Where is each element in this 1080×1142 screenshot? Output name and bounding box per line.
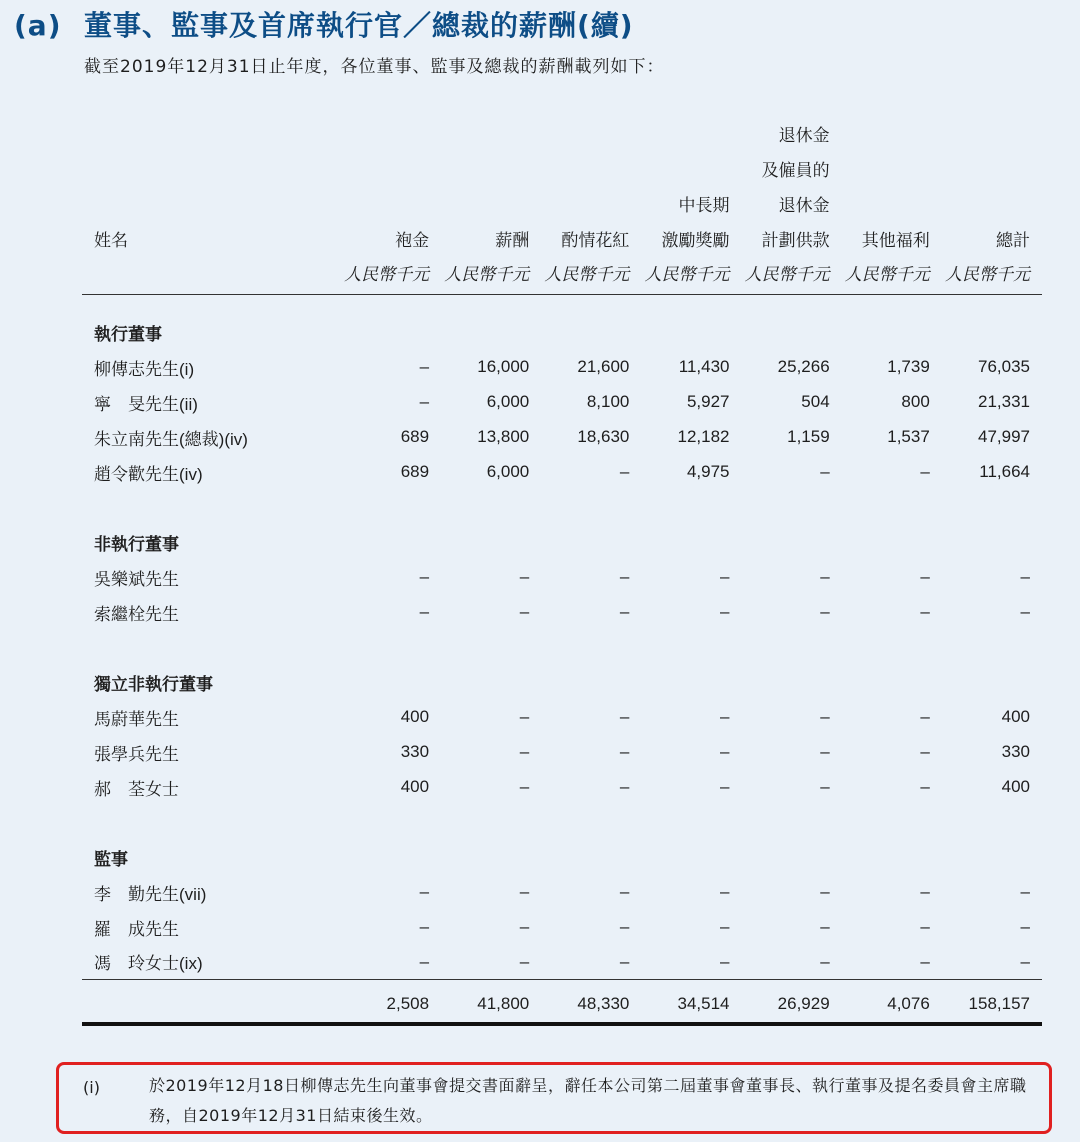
value-cell: –	[619, 567, 630, 586]
value-cell: 6,000	[486, 462, 530, 481]
value-cell: –	[920, 742, 930, 761]
value-cell: –	[1020, 567, 1030, 586]
value-cell: –	[720, 917, 730, 936]
table-row	[82, 560, 1042, 595]
section-heading	[14, 4, 634, 44]
value-cell: 16,000	[477, 357, 530, 376]
header-line: 總計	[996, 231, 1030, 250]
value-cell: 21,331	[978, 392, 1030, 411]
value-cell: –	[920, 462, 930, 481]
value-cell: 4,975	[686, 462, 730, 481]
table-row	[82, 875, 1042, 910]
value-cell: –	[720, 777, 730, 796]
member-name: 李 勤先生(vii)	[94, 884, 207, 904]
spacer-row	[82, 490, 1042, 525]
value-cell: –	[519, 707, 530, 726]
footnote-box	[56, 1062, 1052, 1134]
header-line: 中長期	[678, 196, 730, 215]
table-row	[82, 420, 1042, 455]
header-fees	[341, 118, 441, 258]
table-row	[82, 385, 1042, 420]
value-cell: 21,600	[577, 357, 630, 376]
header-line: 及僱員的	[761, 161, 830, 180]
value-cell: –	[820, 742, 830, 761]
value-cell: 1,739	[887, 357, 930, 376]
table-row	[82, 700, 1042, 735]
value-cell: 400	[400, 777, 430, 796]
header-pension	[742, 118, 842, 258]
spacer-cell	[82, 295, 1042, 315]
section-label: (a)	[14, 9, 62, 42]
member-name: 郝 荃女士	[94, 779, 179, 799]
value-cell: –	[1020, 882, 1030, 901]
value-cell: –	[441, 945, 541, 980]
member-name: 羅 成先生	[94, 919, 179, 939]
section-row	[82, 665, 1042, 700]
value-cell: –	[619, 462, 630, 481]
member-name: 索繼栓先生	[94, 604, 179, 624]
spacer-cell	[82, 805, 1042, 840]
value-cell: 11,664	[979, 462, 1030, 481]
value-cell: –	[820, 777, 830, 796]
header-incentive	[641, 118, 741, 258]
value-cell: 1,159	[787, 427, 830, 446]
section-title: 非執行董事	[94, 534, 179, 554]
unit-label: 人民幣千元	[341, 258, 441, 295]
table-row	[82, 350, 1042, 385]
value-cell: –	[619, 742, 630, 761]
value-cell: 689	[400, 462, 430, 481]
unit-label: 人民幣千元	[842, 258, 942, 295]
section-title: 執行董事	[94, 324, 162, 344]
value-cell: 13,800	[477, 427, 530, 446]
value-cell: –	[820, 602, 830, 621]
value-cell: –	[720, 882, 730, 901]
unit-label: 人民幣千元	[441, 258, 541, 295]
value-cell: 400	[1001, 707, 1030, 726]
table-row	[82, 455, 1042, 490]
header-line: 酌情花紅	[561, 231, 630, 250]
value-cell: –	[820, 707, 830, 726]
value-cell: 800	[901, 392, 930, 411]
value-cell: 8,100	[586, 392, 630, 411]
value-cell: –	[1020, 917, 1030, 936]
value-cell: –	[419, 357, 430, 376]
value-cell: –	[1020, 602, 1030, 621]
value-cell: 11,430	[678, 357, 730, 376]
value-cell: 330	[1001, 742, 1030, 761]
header-line: 計劃供款	[761, 231, 830, 250]
value-cell: –	[541, 945, 641, 980]
total-cell: 26,929	[742, 980, 842, 1024]
value-cell: 12,182	[677, 427, 730, 446]
total-cell: 4,076	[842, 980, 942, 1024]
spacer-cell	[82, 490, 1042, 525]
member-name: 張學兵先生	[94, 744, 179, 764]
member-name: 柳傳志先生(i)	[94, 359, 195, 379]
table-row	[82, 735, 1042, 770]
value-cell: 6,000	[486, 392, 530, 411]
value-cell: –	[720, 707, 730, 726]
value-cell: 504	[801, 392, 830, 411]
value-cell: –	[820, 882, 830, 901]
header-line: 其他福利	[861, 231, 930, 250]
header-line: 激勵獎勵	[661, 231, 730, 250]
value-cell: –	[920, 777, 930, 796]
value-cell: –	[519, 882, 530, 901]
member-name: 寧 旻先生(ii)	[94, 394, 198, 414]
total-cell: 34,514	[641, 980, 741, 1024]
header-salary	[441, 118, 541, 258]
spacer-row	[82, 295, 1042, 315]
header-row	[82, 118, 1042, 258]
value-cell: –	[519, 602, 530, 621]
header-bonus	[541, 118, 641, 258]
member-name: 朱立南先生(總裁)(iv)	[94, 429, 248, 449]
header-line: 退休金	[778, 126, 830, 145]
table-intro: 截至2019年12月31日止年度，各位董事、監事及總裁的薪酬載列如下：	[84, 57, 665, 77]
footnote-marker: (i)	[83, 1078, 100, 1097]
value-cell: –	[720, 742, 730, 761]
header-line: 退休金	[778, 196, 830, 215]
value-cell: –	[419, 602, 430, 621]
value-cell: –	[619, 917, 630, 936]
value-cell: –	[820, 917, 830, 936]
value-cell: –	[519, 742, 530, 761]
value-cell: –	[619, 777, 630, 796]
total-cell: 48,330	[541, 980, 641, 1024]
value-cell: 400	[1001, 777, 1030, 796]
totals-row	[82, 980, 1042, 1024]
value-cell: –	[720, 567, 730, 586]
member-name: 馬蔚華先生	[94, 709, 179, 729]
unit-label: 人民幣千元	[641, 258, 741, 295]
value-cell: 76,035	[978, 357, 1030, 376]
unit-row	[82, 258, 1042, 295]
header-total	[942, 118, 1042, 258]
value-cell: –	[619, 707, 630, 726]
value-cell: –	[920, 602, 930, 621]
value-cell: 5,927	[686, 392, 730, 411]
spacer-row	[82, 630, 1042, 665]
value-cell: –	[641, 945, 741, 980]
member-name: 吳樂斌先生	[94, 569, 179, 589]
value-cell: –	[742, 945, 842, 980]
table-row	[82, 595, 1042, 630]
member-name: 趙令歡先生(iv)	[94, 464, 203, 484]
value-cell: –	[419, 567, 430, 586]
value-cell: –	[920, 917, 930, 936]
unit-label: 人民幣千元	[942, 258, 1042, 295]
section-row	[82, 840, 1042, 875]
value-cell: 47,997	[978, 427, 1030, 446]
header-name: 姓名	[94, 231, 128, 250]
section-title: 獨立非執行董事	[94, 674, 213, 694]
header-line: 袍金	[395, 231, 430, 250]
table-header	[82, 118, 1042, 295]
footnote-text: 於2019年12月18日柳傳志先生向董事會提交書面辭呈，辭任本公司第二屆董事會董事長、執行董事及提名委員會主席職務，自2019年12月31日結束後生效。	[149, 1076, 1027, 1125]
value-cell: 400	[400, 707, 430, 726]
value-cell: –	[419, 882, 430, 901]
value-cell: –	[519, 917, 530, 936]
value-cell: –	[519, 567, 530, 586]
value-cell: –	[720, 602, 730, 621]
remuneration-table	[82, 118, 1042, 1026]
member-name: 馮 玲女士(ix)	[82, 945, 341, 980]
table-body	[82, 295, 1042, 1024]
value-cell: –	[920, 882, 930, 901]
value-cell: 25,266	[777, 357, 830, 376]
table-row	[82, 770, 1042, 805]
value-cell: 689	[400, 427, 430, 446]
header-line: 薪酬	[495, 231, 530, 250]
value-cell: –	[419, 392, 430, 411]
value-cell: 1,537	[887, 427, 930, 446]
section-row	[82, 525, 1042, 560]
unit-label: 人民幣千元	[541, 258, 641, 295]
value-cell: –	[920, 567, 930, 586]
value-cell: –	[942, 945, 1042, 980]
value-cell: –	[842, 945, 942, 980]
totals-label-cell	[82, 980, 341, 1024]
value-cell: –	[920, 707, 930, 726]
value-cell: –	[341, 945, 441, 980]
section-title: 董事、監事及首席執行官／總裁的薪酬(續)	[84, 9, 634, 42]
section-title: 監事	[94, 849, 128, 869]
value-cell: –	[419, 917, 430, 936]
unit-label: 人民幣千元	[742, 258, 842, 295]
total-cell: 2,508	[341, 980, 441, 1024]
header-other-benefits	[842, 118, 942, 258]
table-row	[82, 945, 1042, 980]
total-cell: 158,157	[942, 980, 1042, 1024]
value-cell: –	[820, 462, 830, 481]
value-cell: 330	[400, 742, 430, 761]
value-cell: –	[619, 882, 630, 901]
value-cell: –	[820, 567, 830, 586]
spacer-cell	[82, 630, 1042, 665]
value-cell: –	[519, 777, 530, 796]
spacer-row	[82, 805, 1042, 840]
section-row	[82, 315, 1042, 350]
total-cell: 41,800	[441, 980, 541, 1024]
table-row	[82, 910, 1042, 945]
value-cell: 18,630	[577, 427, 630, 446]
value-cell: –	[619, 602, 630, 621]
